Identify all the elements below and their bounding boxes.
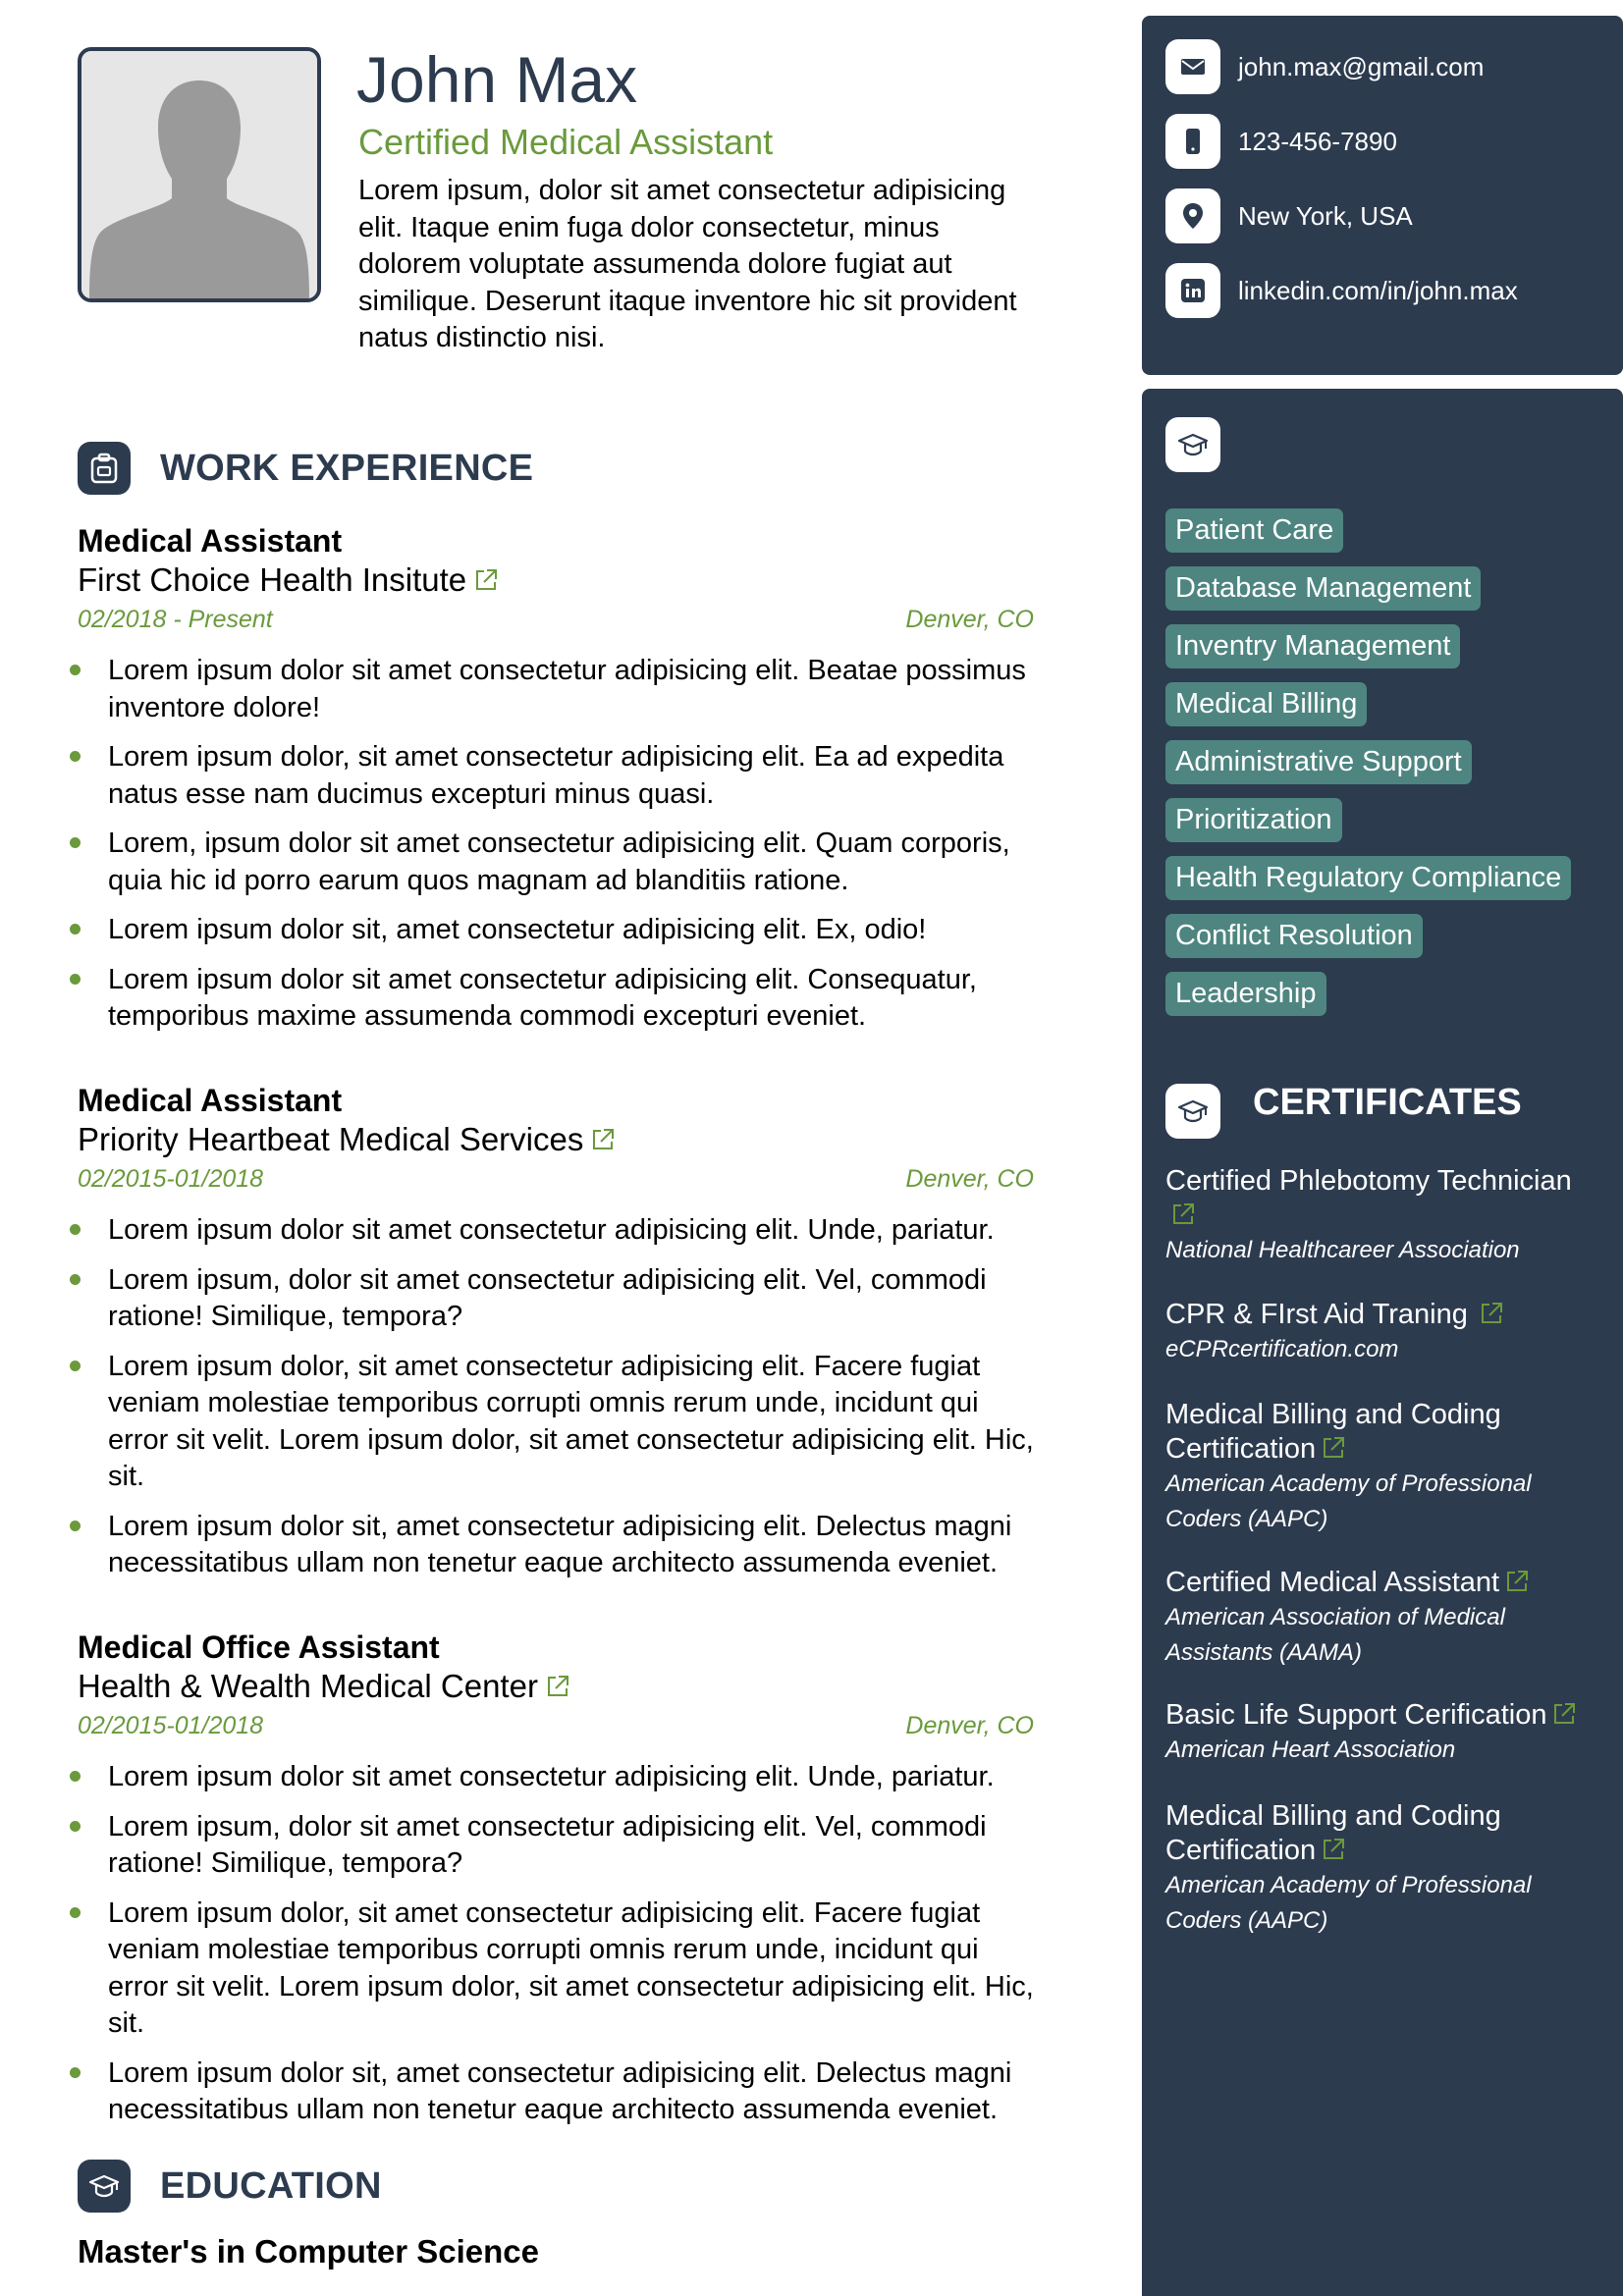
list-item: Lorem ipsum dolor sit, amet consectetur adipisicing elit. Delectus magni necessitatibus ullam non tenetur eaque architecto assumenda eveniet. xyxy=(78,2056,1034,2129)
job-company[interactable] xyxy=(78,1120,1034,1159)
section-title: WORK EXPERIENCE xyxy=(160,447,534,489)
job-bullets xyxy=(78,653,1034,1036)
contact-email[interactable] xyxy=(1165,39,1484,94)
certificate-issuer: American Academy of Professional Coders (AAPC) xyxy=(1165,1470,1532,1532)
certificate-issuer: eCPRcertification.com xyxy=(1165,1336,1399,1362)
certificates-heading: CERTIFICATES xyxy=(1253,1082,1522,1123)
profile-photo xyxy=(78,47,321,302)
certificate-name[interactable] xyxy=(1165,1398,1597,1467)
certificate-issuer: National Healthcareer Association xyxy=(1165,1237,1520,1263)
list-item: Lorem ipsum dolor sit amet consectetur adipisicing elit. Beatae possimus inventore dolore! xyxy=(78,653,1034,726)
job-location: Denver, CO xyxy=(905,1712,1034,1739)
job-entry xyxy=(78,1628,1034,2142)
contact-email-text[interactable]: john.max@gmail.com xyxy=(1238,51,1485,81)
profile-summary: Lorem ipsum, dolor sit amet consectetur adipisicing elit. Itaque enim fuga dolor consectetur, minus dolorem voluptate assumenda dolore fugiat aut similique. Deserunt itaque inventore hic sit provident natus distinctio nisi. xyxy=(358,175,1017,353)
contact-location-text: New York, USA xyxy=(1238,200,1413,231)
certificate-name[interactable] xyxy=(1165,1164,1597,1233)
education-degree: Master's in Computer Science xyxy=(78,2233,539,2269)
skill-tag: Health Regulatory Compliance xyxy=(1165,856,1571,900)
skill-tag: Patient Care xyxy=(1165,508,1343,553)
contact-phone[interactable] xyxy=(1165,114,1397,169)
envelope-icon xyxy=(1165,39,1220,94)
job-dates: 02/2015-01/2018 xyxy=(78,1165,264,1193)
certificate-item xyxy=(1165,1566,1597,1671)
graduation-cap-icon xyxy=(1165,1084,1220,1139)
list-item: Lorem ipsum dolor sit amet consectetur adipisicing elit. Consequatur, temporibus maxime assumenda commodi excepturi eveniet. xyxy=(78,962,1034,1036)
list-item: Lorem ipsum dolor, sit amet consectetur adipisicing elit. Facere fugiat veniam molestiae temporibus corrupti omnis rerum unde, incidunt qui error sit velit. Lorem ipsum dolor, sit amet consectetur adipisicing elit. Hic, sit. xyxy=(78,1349,1034,1496)
graduation-cap-icon xyxy=(1165,417,1220,472)
linkedin-icon xyxy=(1165,263,1220,318)
section-title: EDUCATION xyxy=(160,2164,382,2207)
job-meta xyxy=(78,604,1034,635)
list-item: Lorem ipsum dolor, sit amet consectetur adipisicing elit. Facere fugiat veniam molestiae temporibus corrupti omnis rerum unde, incidunt qui error sit velit. Lorem ipsum dolor, sit amet consectetur adipisicing elit. Hic, sit. xyxy=(78,1896,1034,2043)
contact-phone-text[interactable]: 123-456-7890 xyxy=(1238,126,1397,156)
certificate-name[interactable] xyxy=(1165,1566,1597,1600)
certificate-issuer: American Academy of Professional Coders (AAPC) xyxy=(1165,1872,1532,1934)
education-heading xyxy=(78,2160,382,2213)
map-pin-icon xyxy=(1165,188,1220,243)
contact-panel xyxy=(1142,16,1623,375)
job-dates: 02/2015-01/2018 xyxy=(78,1712,264,1739)
job-location: Denver, CO xyxy=(905,606,1034,633)
job-company-name[interactable]: Health & Wealth Medical Center xyxy=(78,1668,538,1704)
job-bullets xyxy=(78,1759,1034,2129)
certificate-name-text[interactable]: Basic Life Support Cerification xyxy=(1165,1699,1547,1731)
certificate-name-text[interactable]: Certified Medical Assistant xyxy=(1165,1567,1500,1598)
list-item: Lorem ipsum, dolor sit amet consectetur adipisicing elit. Vel, commodi ratione! Similique, tempora? xyxy=(78,1262,1034,1336)
skill-tag: Leadership xyxy=(1165,972,1326,1016)
certificate-item xyxy=(1165,1164,1597,1268)
external-link-icon[interactable] xyxy=(1169,1201,1197,1228)
job-title: Medical Assistant xyxy=(78,523,343,559)
job-bullets xyxy=(78,1212,1034,1582)
certificate-name-text[interactable]: CPR & FIrst Aid Traning xyxy=(1165,1299,1468,1330)
skill-tag: Inventry Management xyxy=(1165,624,1460,668)
certificate-item xyxy=(1165,1799,1597,1939)
graduation-cap-icon xyxy=(78,2160,131,2213)
skill-tag: Prioritization xyxy=(1165,798,1342,842)
certificate-name[interactable] xyxy=(1165,1698,1597,1733)
external-link-icon[interactable] xyxy=(589,1126,617,1153)
certificate-issuer: American Association of Medical Assistants (AAMA) xyxy=(1165,1604,1505,1666)
skill-tag: Administrative Support xyxy=(1165,740,1472,784)
external-link-icon[interactable] xyxy=(1320,1836,1347,1863)
list-item: Lorem ipsum dolor, sit amet consectetur adipisicing elit. Ea ad expedita natus esse nam ducimus excepturi minus quasi. xyxy=(78,739,1034,813)
skill-tag: Conflict Resolution xyxy=(1165,914,1423,958)
job-company[interactable] xyxy=(78,1667,1034,1706)
job-company-name[interactable]: Priority Heartbeat Medical Services xyxy=(78,1121,584,1157)
list-item: Lorem ipsum dolor sit, amet consectetur adipisicing elit. Ex, odio! xyxy=(78,912,1034,949)
certificate-name[interactable] xyxy=(1165,1799,1597,1868)
certificate-issuer: American Heart Association xyxy=(1165,1736,1456,1763)
certificate-item xyxy=(1165,1698,1597,1768)
external-link-icon[interactable] xyxy=(544,1673,571,1700)
job-entry xyxy=(78,521,1034,1048)
job-title: Medical Office Assistant xyxy=(78,1629,440,1665)
job-title: Medical Assistant xyxy=(78,1083,343,1118)
skill-tag: Database Management xyxy=(1165,566,1481,611)
work-experience-heading xyxy=(78,442,533,495)
list-item: Lorem ipsum dolor sit, amet consectetur adipisicing elit. Delectus magni necessitatibus ullam non tenetur eaque architecto assumenda eveniet. xyxy=(78,1509,1034,1582)
job-meta xyxy=(78,1710,1034,1741)
certificate-name-text[interactable]: Medical Billing and Coding Certification xyxy=(1165,1800,1501,1866)
skills-list xyxy=(1165,508,1617,1030)
job-company[interactable] xyxy=(78,561,1034,600)
external-link-icon[interactable] xyxy=(1550,1700,1578,1728)
contact-location xyxy=(1165,188,1413,243)
candidate-title: Certified Medical Assistant xyxy=(358,122,774,162)
external-link-icon[interactable] xyxy=(1320,1434,1347,1462)
job-location: Denver, CO xyxy=(905,1165,1034,1193)
avatar-silhouette-icon xyxy=(81,51,317,298)
job-entry xyxy=(78,1081,1034,1595)
external-link-icon[interactable] xyxy=(1478,1300,1505,1327)
list-item: Lorem ipsum, dolor sit amet consectetur adipisicing elit. Vel, commodi ratione! Similique, tempora? xyxy=(78,1809,1034,1883)
job-dates: 02/2018 - Present xyxy=(78,606,273,633)
contact-linkedin[interactable] xyxy=(1165,263,1518,318)
certificate-item xyxy=(1165,1398,1597,1537)
external-link-icon[interactable] xyxy=(1503,1568,1531,1595)
list-item: Lorem ipsum dolor sit amet consectetur adipisicing elit. Unde, pariatur. xyxy=(78,1212,1034,1250)
certificate-name-text[interactable]: Medical Billing and Coding Certification xyxy=(1165,1399,1501,1465)
certificate-item xyxy=(1165,1298,1597,1367)
phone-icon xyxy=(1165,114,1220,169)
certificate-name[interactable] xyxy=(1165,1298,1597,1332)
list-item: Lorem ipsum dolor sit amet consectetur adipisicing elit. Unde, pariatur. xyxy=(78,1759,1034,1796)
job-company-name[interactable]: First Choice Health Insitute xyxy=(78,561,467,598)
external-link-icon[interactable] xyxy=(472,566,500,594)
certificate-name-text[interactable]: Certified Phlebotomy Technician xyxy=(1165,1165,1572,1197)
contact-linkedin-text[interactable]: linkedin.com/in/john.max xyxy=(1238,275,1518,305)
job-meta xyxy=(78,1163,1034,1195)
briefcase-icon xyxy=(78,442,131,495)
skill-tag: Medical Billing xyxy=(1165,682,1367,726)
sidebar-panel xyxy=(1142,389,1623,2296)
candidate-name: John Max xyxy=(356,43,638,116)
list-item: Lorem, ipsum dolor sit amet consectetur adipisicing elit. Quam corporis, quia hic id porro earum quos magnam ad blanditiis ratione. xyxy=(78,826,1034,899)
